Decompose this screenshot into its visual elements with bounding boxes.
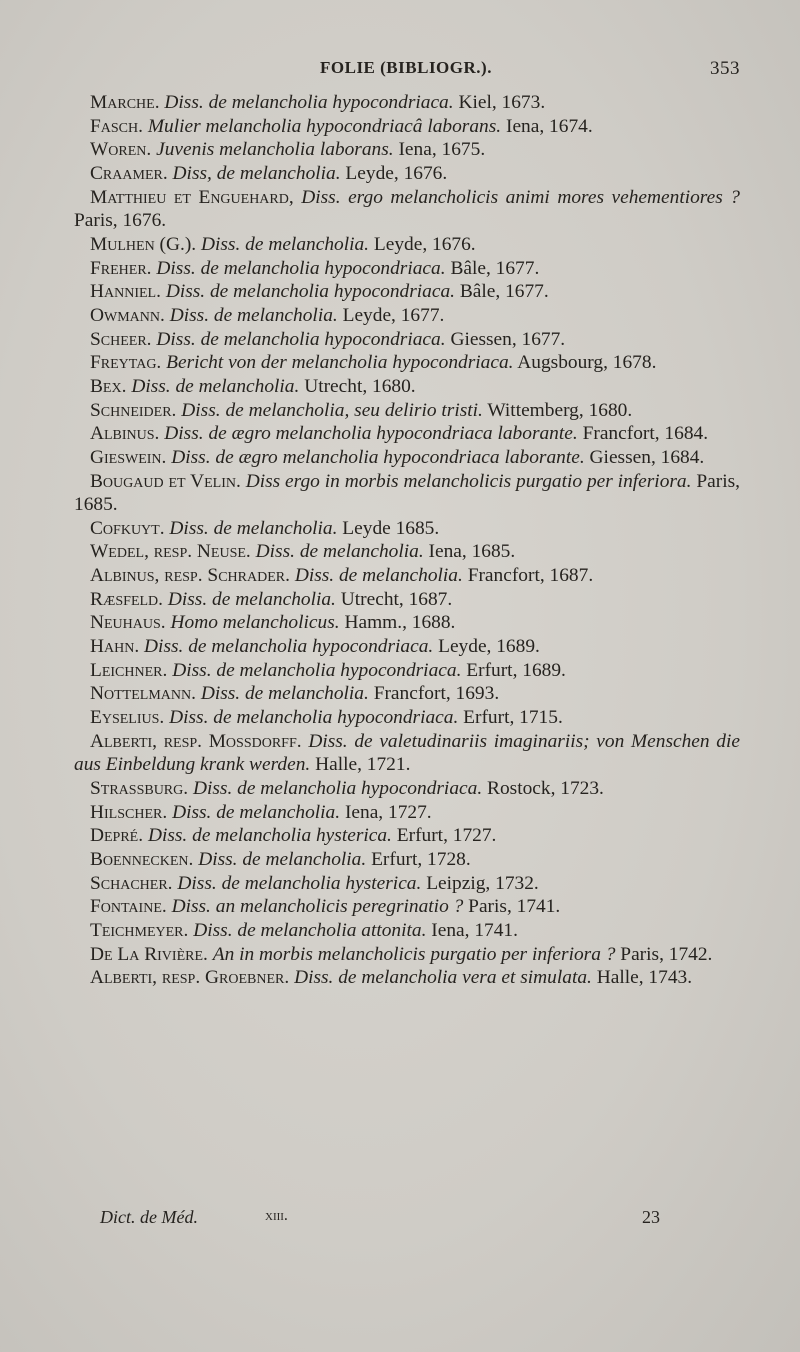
footer-sheet-number: 23 <box>642 1207 660 1227</box>
bibliography-entry <box>74 233 740 257</box>
bibliography-entry <box>74 540 740 564</box>
entry-work-title: Diss. de valetudinariis imaginariis; von Menschen die aus Einbeldung krank werden. <box>74 730 740 776</box>
entry-publication: Leyde, 1689. <box>433 636 540 658</box>
entry-author: Hilscher. <box>90 801 168 823</box>
entry-author: De La Rivière. <box>90 943 208 965</box>
entry-publication: Iena, 1685. <box>423 541 516 563</box>
entry-author: Woren. <box>90 139 152 161</box>
entry-work-title: Diss. de ægro melancholia hypocondriaca laborante. <box>164 423 578 445</box>
entry-publication: Leipzig, 1732. <box>421 872 539 894</box>
entry-publication: Giessen, 1677. <box>445 328 566 350</box>
entry-work-title: Diss. de melancholia vera et simulata. <box>294 967 592 989</box>
entry-work-title: Juvenis melancholia laborans. <box>156 139 394 161</box>
entry-work-title: Diss. de melancholia. <box>169 517 338 539</box>
entry-author: Alberti, resp. Groebner. <box>90 967 290 989</box>
entry-author: Alberti, resp. Mossdorff. <box>90 730 302 752</box>
bibliography-entry <box>74 375 740 399</box>
entry-publication: Erfurt, 1727. <box>391 825 497 847</box>
entry-work-title: Diss. de melancholia hypocondriaca. <box>192 778 483 800</box>
entry-author: Boennecken. <box>90 849 194 870</box>
bibliography-entry <box>74 682 740 706</box>
entry-publication: Erfurt, 1715. <box>458 707 563 729</box>
bibliography-entry <box>74 895 740 919</box>
entry-work-title: Bericht von der melancholia hypocondriaca. <box>166 352 514 374</box>
entry-publication: Paris, 1742. <box>615 943 713 965</box>
entry-work-title: Diss. de melancholia. <box>167 588 336 610</box>
bibliography-entry <box>74 280 740 304</box>
entry-work-title: Diss. de melancholia hysterica. <box>147 825 392 847</box>
bibliography-entry <box>74 611 740 635</box>
entry-author: Schneider. <box>90 399 177 421</box>
entry-author: Ræsfeld. <box>90 588 164 610</box>
bibliography-entry <box>74 919 740 943</box>
entry-publication: Francfort, 1684. <box>577 423 709 445</box>
entry-publication: Halle, 1721. <box>310 754 411 776</box>
bibliography-entry <box>74 162 740 186</box>
bibliography-entry <box>74 138 740 162</box>
entry-publication: Paris, 1741. <box>463 896 561 918</box>
footer-volume: xiii. <box>265 1207 288 1224</box>
entry-publication: Bâle, 1677. <box>445 257 540 279</box>
entry-publication: Iena, 1675. <box>393 139 486 161</box>
entry-work-title: Diss. de melancholia. <box>200 683 369 705</box>
entry-author: Nottelmann. <box>90 683 196 705</box>
entry-author: Hahn. <box>90 636 140 658</box>
bibliography-entry <box>74 115 740 139</box>
entry-work-title: Diss. de melancholia hypocondriaca. <box>156 328 446 350</box>
entry-publication: Paris, 1676. <box>74 210 167 232</box>
bibliography-entry <box>74 588 740 612</box>
entry-work-title: Diss. de melancholia hypocondriaca. <box>165 281 456 303</box>
running-title: FOLIE (BIBLIOGR.). <box>320 58 492 77</box>
entry-publication: Iena, 1741. <box>426 919 518 941</box>
entry-author: Freytag. <box>90 352 162 374</box>
page-footer <box>100 1207 660 1233</box>
bibliography-entry <box>74 635 740 659</box>
bibliography-entry <box>74 706 740 730</box>
entry-publication: Francfort, 1693. <box>368 683 500 705</box>
entry-author: Bougaud et Velin. <box>90 470 241 492</box>
entry-work-title: Diss. ergo melancholicis animi mores vehementiores ? <box>301 186 740 208</box>
bibliography-entry <box>74 399 740 423</box>
bibliography-entry <box>74 91 740 115</box>
bibliography-entry <box>74 730 740 777</box>
entry-publication: Francfort, 1687. <box>462 565 594 587</box>
entry-author: Cofkuyt. <box>90 517 165 539</box>
entry-publication: Iena, 1674. <box>501 115 593 137</box>
entry-publication: Leyde, 1676. <box>340 162 448 184</box>
entry-publication: Iena, 1727. <box>340 801 432 823</box>
entry-work-title: Diss. de melancholia hypocondriaca. <box>156 257 446 279</box>
entry-work-title: Diss, de melancholia. <box>172 162 341 184</box>
running-header <box>90 58 740 88</box>
entry-author: Freher. <box>90 257 152 279</box>
bibliography-list <box>74 91 740 990</box>
entry-author: Marche. <box>90 92 160 113</box>
entry-work-title: Diss. an melancholicis peregrinatio ? <box>171 896 464 918</box>
entry-author: Bex. <box>90 375 127 397</box>
bibliography-entry <box>74 257 740 281</box>
entry-work-title: Diss. de melancholia hypocondriaca. <box>169 707 459 729</box>
entry-work-title: Diss ergo in morbis melancholicis purgatio per inferiora. <box>245 470 692 492</box>
entry-work-title: An in morbis melancholicis purgatio per inferiora ? <box>212 943 616 965</box>
entry-author: Neuhaus. <box>90 612 166 634</box>
entry-author: Mulhen (G.). <box>90 233 197 255</box>
entry-publication: Paris, 1685. <box>74 470 740 516</box>
entry-author: Gieswein. <box>90 446 167 468</box>
entry-publication: Utrecht, 1687. <box>335 588 453 610</box>
entry-work-title: Diss. de melancholia hysterica. <box>177 872 422 894</box>
entry-publication: Halle, 1743. <box>591 967 693 989</box>
entry-author: Strassburg. <box>90 778 189 800</box>
entry-author: Eyselius. <box>90 707 165 729</box>
entry-publication: Erfurt, 1689. <box>461 659 566 681</box>
entry-work-title: Mulier melancholia hypocondriacâ laborans. <box>147 115 502 137</box>
entry-author: Albinus. <box>90 423 160 445</box>
bibliography-entry <box>74 517 740 541</box>
bibliography-entry <box>74 186 740 233</box>
entry-work-title: Diss. de ægro melancholia hypocondriaca laborante. <box>171 446 585 468</box>
bibliography-entry <box>74 966 740 990</box>
entry-work-title: Diss. de melancholia. <box>294 565 463 587</box>
entry-publication: Hamm., 1688. <box>339 612 456 634</box>
bibliography-entry <box>74 328 740 352</box>
entry-author: Craamer. <box>90 162 168 184</box>
bibliography-entry <box>74 446 740 470</box>
entry-author: Leichner. <box>90 659 168 681</box>
entry-author: Matthieu et Enguehard, <box>90 186 294 208</box>
bibliography-entry <box>74 801 740 825</box>
entry-author: Hanniel. <box>90 281 161 303</box>
entry-publication: Utrecht, 1680. <box>299 375 416 397</box>
bibliography-entry <box>74 824 740 848</box>
entry-author: Owmann. <box>90 304 165 326</box>
entry-publication: Erfurt, 1728. <box>366 849 471 870</box>
entry-publication: Bâle, 1677. <box>455 281 549 303</box>
page-number: 353 <box>710 58 740 79</box>
entry-publication: Leyde 1685. <box>337 517 440 539</box>
entry-publication: Rostock, 1723. <box>482 778 604 800</box>
bibliography-entry <box>74 872 740 896</box>
entry-author: Wedel, resp. Neuse. <box>90 541 251 563</box>
entry-author: Fasch. <box>90 115 143 137</box>
entry-author: Schacher. <box>90 872 173 894</box>
entry-publication: Kiel, 1673. <box>453 92 546 113</box>
entry-work-title: Diss. de melancholia. <box>169 304 338 326</box>
bibliography-entry <box>74 564 740 588</box>
entry-publication: Wittemberg, 1680. <box>482 399 633 421</box>
bibliography-entry <box>74 470 740 517</box>
entry-publication: Augsbourg, 1678. <box>513 352 657 374</box>
entry-work-title: Diss. de melancholia, seu delirio tristi. <box>181 399 483 421</box>
entry-publication: Giessen, 1684. <box>584 446 705 468</box>
bibliography-entry <box>74 777 740 801</box>
entry-publication: Leyde, 1677. <box>337 304 445 326</box>
entry-work-title: Diss. de melancholia hypocondriaca. <box>164 92 454 113</box>
entry-publication: Leyde, 1676. <box>369 233 476 255</box>
entry-work-title: Diss. de melancholia hypocondriaca. <box>144 636 434 658</box>
entry-work-title: Diss. de melancholia hypocondriaca. <box>172 659 462 681</box>
entry-author: Albinus, resp. Schrader. <box>90 565 290 587</box>
entry-work-title: Diss. de melancholia attonita. <box>193 919 427 941</box>
entry-author: Depré. <box>90 825 144 847</box>
entry-work-title: Diss. de melancholia. <box>198 849 367 870</box>
bibliography-entry <box>74 848 740 872</box>
entry-author: Fontaine. <box>90 896 167 918</box>
bibliography-entry <box>74 304 740 328</box>
bibliography-entry <box>74 422 740 446</box>
footer-signature: Dict. de Méd. <box>100 1207 198 1227</box>
entry-work-title: Diss. de melancholia. <box>172 801 341 823</box>
bibliography-entry <box>74 659 740 683</box>
entry-author: Teichmeyer. <box>90 919 189 941</box>
bibliography-entry <box>74 351 740 375</box>
entry-author: Scheer. <box>90 328 152 350</box>
entry-work-title: Homo melancholicus. <box>170 612 340 634</box>
entry-work-title: Diss. de melancholia. <box>255 541 424 563</box>
entry-work-title: Diss. de melancholia. <box>201 233 370 255</box>
entry-work-title: Diss. de melancholia. <box>131 375 300 397</box>
bibliography-entry <box>74 943 740 967</box>
